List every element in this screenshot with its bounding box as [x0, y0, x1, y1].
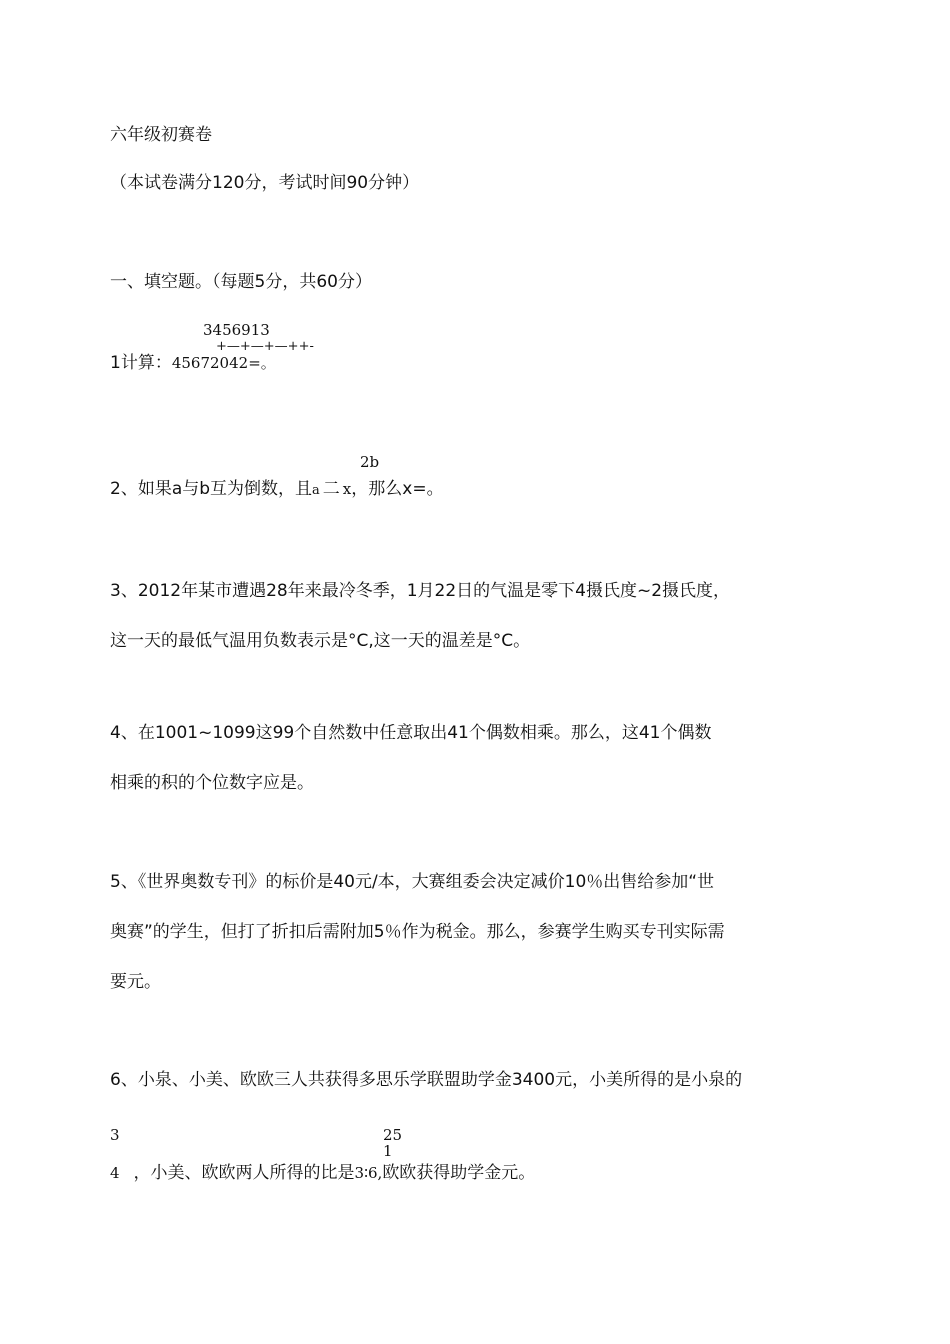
q6-middle-text: ，小美、欧欧两人所得的比是 [133, 1163, 355, 1183]
q1-numerators: 3456913 [203, 321, 270, 339]
q2-numerator: 2b [360, 453, 380, 471]
q2-x: x [342, 480, 352, 498]
q6-fraction-denominator: 4 [110, 1164, 120, 1182]
q5-line-3: 要元。 [110, 972, 161, 992]
q3-line-2: 这一天的最低气温用负数表示是°C,这一天的温差是°C。 [110, 631, 531, 651]
q1-tail: =。 [248, 354, 276, 372]
q6-line-2 [110, 1165, 535, 1182]
q6-tail: 欧欧获得助学金元。 [382, 1163, 536, 1183]
q5-line-2: 奥赛”的学生，但打了折扣后需附加5％作为税金。那么，参赛学生购买专刊实际需 [110, 922, 725, 942]
q6-line-1: 6、小泉、小美、欧欧三人共获得多思乐学联盟助学金3400元，小美所得的是小泉的 [110, 1070, 743, 1090]
exam-info: （本试卷满分120分，考试时间90分钟） [110, 173, 420, 193]
q2-text [110, 481, 444, 498]
q2-a: a [312, 483, 320, 498]
q5-line-1: 5、《世界奥数专刊》的标价是40元/本，大赛组委会决定减价10％出售给参加“世 [110, 872, 715, 892]
q6-ratio-top: 25 [383, 1126, 403, 1144]
q1-denominators: 45672042 [171, 354, 249, 372]
q6-fraction-numerator: 3 [110, 1126, 120, 1144]
q4-line-2: 相乘的积的个位数字应是。 [110, 773, 314, 793]
q1-operators: +—+—+—++- [216, 339, 314, 354]
q1-label [110, 355, 276, 372]
q6-ratio: 3∶6, [354, 1164, 383, 1182]
q2-suffix: ，那么x=。 [351, 479, 444, 499]
q3-line-1: 3、2012年某市遭遇28年来最冷冬季，1月22日的气温是零下4摄氏度~2摄氏度， [110, 581, 731, 601]
page-title: 六年级初赛卷 [110, 125, 212, 145]
q2-prefix: 2、如果a与b互为倒数，且 [110, 479, 313, 499]
q4-line-1: 4、在1001~1099这99个自然数中任意取出41个偶数相乘。那么，这41个偶数 [110, 723, 712, 743]
q6-ratio-mid: 1 [383, 1142, 393, 1160]
q1-prefix: 1计算： [110, 353, 172, 373]
q2-eq: 二 [322, 479, 340, 499]
section-heading: 一、填空题。（每题5分，共60分） [110, 272, 372, 292]
